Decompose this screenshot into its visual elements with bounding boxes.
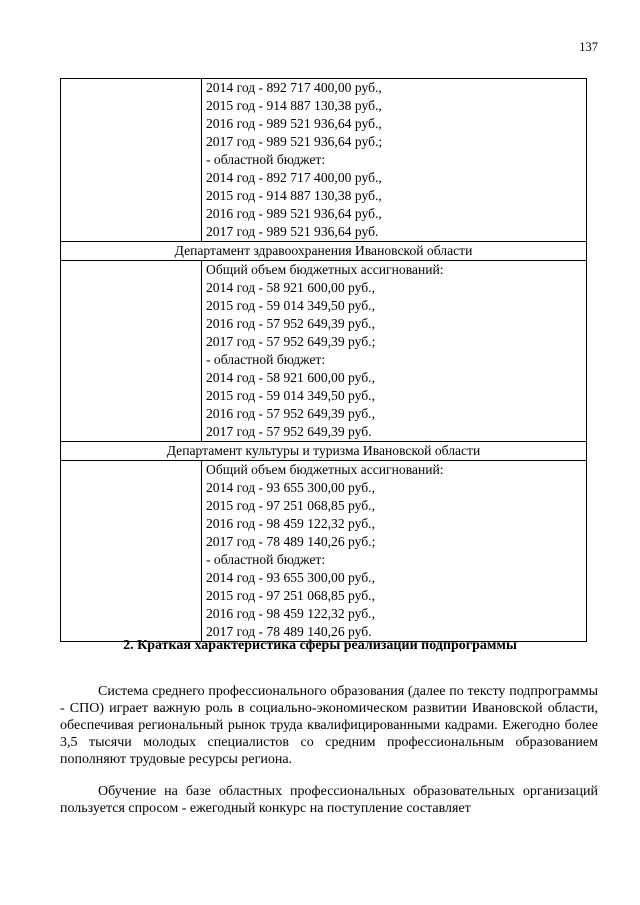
budget-line: 2015 год - 97 251 068,85 руб., [206,588,375,603]
budget-line: 2016 год - 989 521 936,64 руб., [206,206,382,221]
table-row [61,461,587,642]
table-row [61,79,587,242]
budget-line: Общий объем бюджетных ассигнований: [206,462,444,477]
budget-line: 2017 год - 989 521 936,64 руб.; [206,134,383,149]
budget-line: 2016 год - 57 952 649,39 руб., [206,406,375,421]
table-cell-empty [61,79,202,242]
budget-line: 2017 год - 989 521 936,64 руб. [206,224,379,239]
budget-line: - областной бюджет: [206,152,326,167]
budget-line: 2014 год - 58 921 600,00 руб., [206,370,375,385]
table-cell-empty [61,261,202,442]
budget-line: 2014 год - 93 655 300,00 руб., [206,570,375,585]
budget-line: 2015 год - 914 887 130,38 руб., [206,98,382,113]
table-row [61,261,587,442]
budget-line: 2016 год - 989 521 936,64 руб., [206,116,382,131]
budget-line: 2017 год - 57 952 649,39 руб.; [206,334,376,349]
budget-line: 2017 год - 57 952 649,39 руб. [206,424,372,439]
department-heading: Департамент здравоохранения Ивановской области [61,242,587,261]
budget-line: 2014 год - 93 655 300,00 руб., [206,480,375,495]
budget-line: - областной бюджет: [206,552,326,567]
budget-line: 2015 год - 59 014 349,50 руб., [206,298,375,313]
budget-cell [202,461,587,642]
budget-line: 2015 год - 914 887 130,38 руб., [206,188,382,203]
section-heading: 2. Краткая характеристика сферы реализации подпрограммы [123,638,517,653]
budget-table [60,78,587,642]
body-paragraph: Система среднего профессионального образования (далее по тексту подпрограммы - СПО) играет важную роль в социально-экономическом развитии Ивановской области, обеспечивая региональный рынок труда квалифицированными кадрами. Ежегодно более 3,5 тысячи молодых специалистов со средним профессиональным образованием пополняют трудовые ресурсы региона. [60,684,598,767]
budget-line: - областной бюджет: [206,352,326,367]
budget-line: 2014 год - 58 921 600,00 руб., [206,280,375,295]
budget-line: 2014 год - 892 717 400,00 руб., [206,170,382,185]
department-heading: Департамент культуры и туризма Ивановской области [61,442,587,461]
budget-line: 2016 год - 98 459 122,32 руб., [206,606,375,621]
budget-line: 2016 год - 57 952 649,39 руб., [206,316,375,331]
budget-line: 2016 год - 98 459 122,32 руб., [206,516,375,531]
budget-line: 2017 год - 78 489 140,26 руб.; [206,534,376,549]
budget-line: 2017 год - 78 489 140,26 руб. [206,624,372,639]
page-number: 137 [579,40,598,54]
body-paragraph: Обучение на базе областных профессиональных образовательных организаций пользуется спросом - ежегодный конкурс на поступление составляет [60,784,598,816]
table-row [61,242,587,261]
budget-line: 2015 год - 97 251 068,85 руб., [206,498,375,513]
budget-line: 2015 год - 59 014 349,50 руб., [206,388,375,403]
table-row [61,442,587,461]
budget-line: 2014 год - 892 717 400,00 руб., [206,80,382,95]
budget-line: Общий объем бюджетных ассигнований: [206,262,444,277]
budget-cell [202,79,587,242]
budget-cell [202,261,587,442]
table-cell-empty [61,461,202,642]
